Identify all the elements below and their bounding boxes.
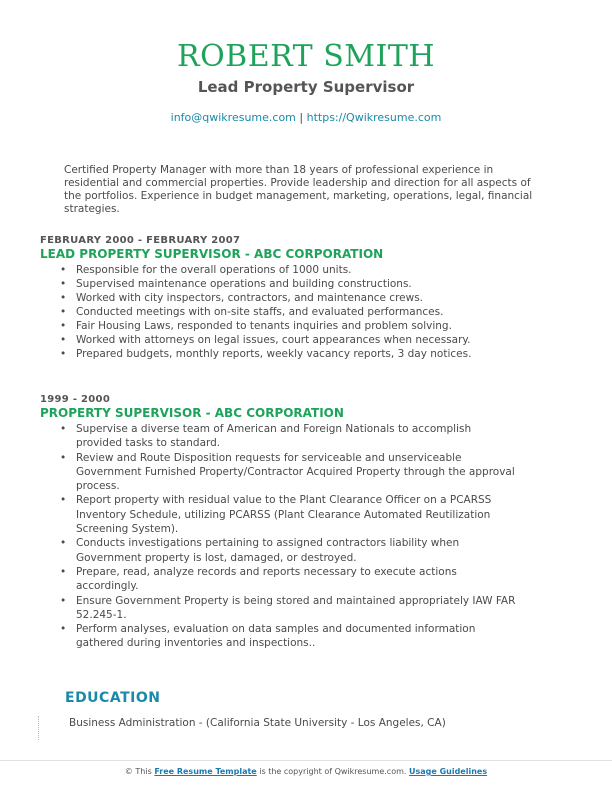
- job-dates: 1999 - 2000: [40, 394, 111, 405]
- education-margin-mark: [38, 716, 41, 740]
- job-title: LEAD PROPERTY SUPERVISOR - ABC CORPORATION: [40, 247, 384, 261]
- footer-middle-text: is the copyright of Qwikresume.com.: [259, 767, 407, 776]
- job-bullet: • Fair Housing Laws, responded to tenants inquiries and problem solving.: [76, 319, 516, 333]
- job-bullet-list: [40, 263, 560, 361]
- experience-entry-2: [40, 393, 560, 651]
- job-title: PROPERTY SUPERVISOR - ABC CORPORATION: [40, 406, 344, 420]
- job-bullet: • Worked with attorneys on legal issues, court appearances when necessary.: [76, 333, 516, 347]
- job-bullet: • Conducts investigations pertaining to assigned contractors liability when Government property is lost, damaged, or destroyed.: [76, 536, 516, 565]
- job-bullet: • Prepare, read, analyze records and reports necessary to execute actions accordingly.: [76, 565, 516, 594]
- experience-entry-1: [40, 234, 560, 361]
- footer-prefix: © This: [124, 767, 152, 776]
- email-link[interactable]: info@qwikresume.com: [170, 111, 296, 124]
- education-heading: EDUCATION: [65, 690, 161, 706]
- professional-summary: Certified Property Manager with more than 18 years of professional experience in residential and commercial properties. Provide leadership and direction for all aspects of the portfolios. Experience in budget management, marketing, operations, legal, financial strategies.: [64, 164, 533, 215]
- job-bullet: • Perform analyses, evaluation on data samples and documented information gathered during inventories and inspections..: [76, 622, 516, 651]
- candidate-title: Lead Property Supervisor: [197, 78, 415, 96]
- free-resume-template-link[interactable]: Free Resume Template: [154, 767, 257, 776]
- job-bullet: • Review and Route Disposition requests for serviceable and unserviceable Government Furnished Property/Contractor Acquired Property through the approval process.: [76, 451, 516, 494]
- job-bullet: • Ensure Government Property is being stored and maintained appropriately IAW FAR 52.245-1.: [76, 594, 516, 623]
- candidate-name: ROBERT SMITH: [176, 39, 436, 74]
- job-bullet: • Supervise a diverse team of American and Foreign Nationals to accomplish provided tasks to standard.: [76, 422, 516, 451]
- website-link[interactable]: https://Qwikresume.com: [306, 111, 442, 124]
- copyright-footer: [0, 767, 612, 777]
- contact-separator: |: [299, 111, 304, 124]
- job-bullet: • Supervised maintenance operations and building constructions.: [76, 277, 516, 291]
- education-item: Business Administration - (California State University - Los Angeles, CA): [69, 717, 446, 729]
- job-bullet: • Worked with city inspectors, contractors, and maintenance crews.: [76, 291, 516, 305]
- footer-divider: [0, 760, 612, 761]
- job-bullet: • Report property with residual value to the Plant Clearance Officer on a PCARSS Inventory Schedule, utilizing PCARSS (Plant Clearance Automated Reutilization Screening System).: [76, 493, 516, 536]
- job-bullet-list: [40, 422, 560, 651]
- job-bullet: • Prepared budgets, monthly reports, weekly vacancy reports, 3 day notices.: [76, 347, 516, 361]
- usage-guidelines-link[interactable]: Usage Guidelines: [408, 767, 488, 776]
- job-dates: FEBRUARY 2000 - FEBRUARY 2007: [40, 235, 241, 246]
- job-bullet: • Responsible for the overall operations of 1000 units.: [76, 263, 516, 277]
- job-bullet: • Conducted meetings with on-site staffs, and evaluated performances.: [76, 305, 516, 319]
- contact-line: [0, 111, 612, 125]
